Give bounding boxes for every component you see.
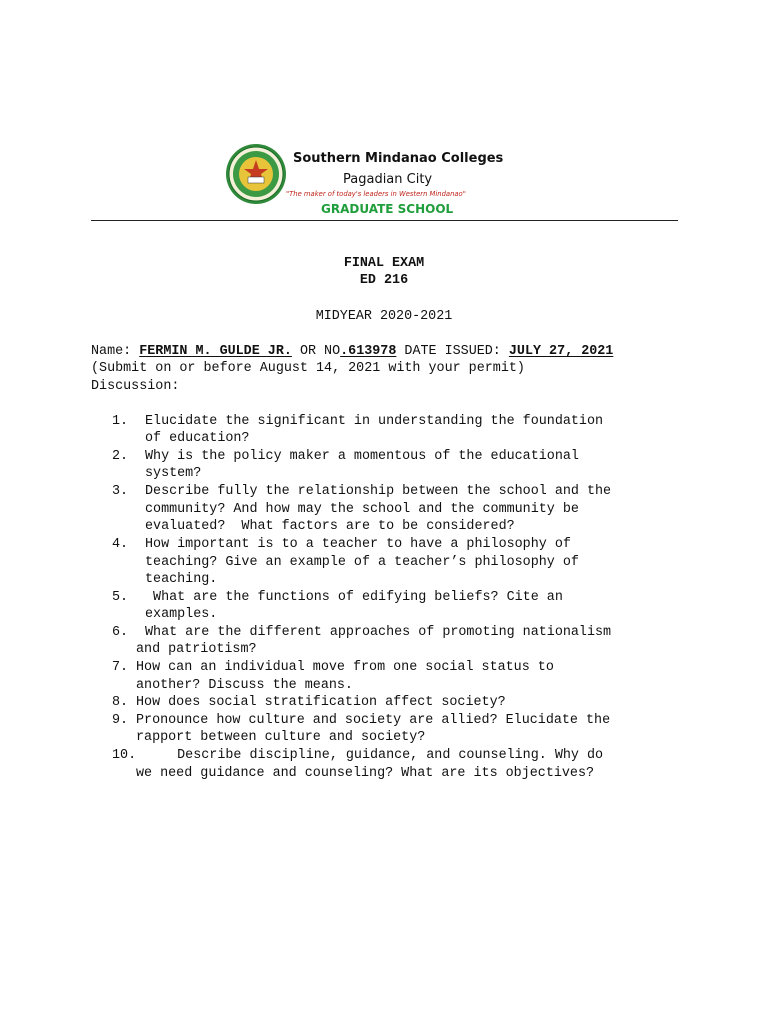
question-text-line: system? [145,466,202,481]
question-number: 3. [112,484,129,499]
question-text-line: of education? [145,431,250,446]
exam-title: FINAL EXAM [343,256,425,271]
question-number: 7. [112,660,129,675]
question-text-line: teaching? Give an example of a teacher’s philosophy of [145,555,579,570]
name-label: Name: [91,344,140,359]
question-number: 1. [112,414,129,429]
question-text-line: evaluated? What factors are to be considered? [145,519,515,534]
question-text-line: community? And how may the school and the community be [145,502,579,517]
discussion-label: Discussion: [91,379,180,394]
date-issued: JULY 27, 2021 [508,344,614,359]
question-text-line: How does social stratification affect society? [136,695,506,710]
question-text-line: another? Discuss the means. [136,678,353,693]
or-label: OR NO [291,344,341,359]
question-text-line: teaching. [145,572,218,587]
student-name: FERMIN M. GULDE JR. [139,344,292,359]
question-text-line: Describe discipline, guidance, and counseling. Why do [145,748,604,763]
submit-note: (Submit on or before August 14, 2021 with your permit) [91,361,525,376]
question-text-line: What are the functions of edifying beliefs? Cite an [145,590,563,605]
question-text-line: How can an individual move from one social status to [136,660,554,675]
question-text-line: How important is to a teacher to have a philosophy of [145,537,571,552]
question-text-line: Elucidate the significant in understanding the foundation [145,414,604,429]
question-number: 4. [112,537,129,552]
student-info-line [91,344,613,359]
school-motto: "The maker of today's leaders in Western Mindanao" [286,190,466,198]
question-text-line: Why is the policy maker a momentous of the educational [145,449,579,464]
question-number: 2. [112,449,129,464]
question-text-line: we need guidance and counseling? What are its objectives? [136,766,595,781]
school-name: Southern Mindanao Colleges [293,151,504,166]
or-number: .613978 [340,344,397,359]
question-number: 10. [112,748,137,763]
question-number: 6. [112,625,129,640]
question-number: 5. [112,590,129,605]
question-text-line: rapport between culture and society? [136,730,426,745]
question-text-line: Describe fully the relationship between the school and the [145,484,612,499]
school-department: GRADUATE SCHOOL [321,202,454,216]
exam-course: ED 216 [359,273,409,288]
question-text-line: examples. [145,607,218,622]
school-seal-logo [224,143,288,205]
question-text-line: What are the different approaches of promoting nationalism [145,625,612,640]
header-divider [91,220,678,221]
exam-term: MIDYEAR 2020-2021 [315,309,453,324]
school-city: Pagadian City [343,172,433,187]
question-number: 9. [112,713,129,728]
question-text-line: and patriotism? [136,642,257,657]
question-text-line: Pronounce how culture and society are allied? Elucidate the [136,713,611,728]
date-label: DATE ISSUED: [396,344,509,359]
question-number: 8. [112,695,129,710]
